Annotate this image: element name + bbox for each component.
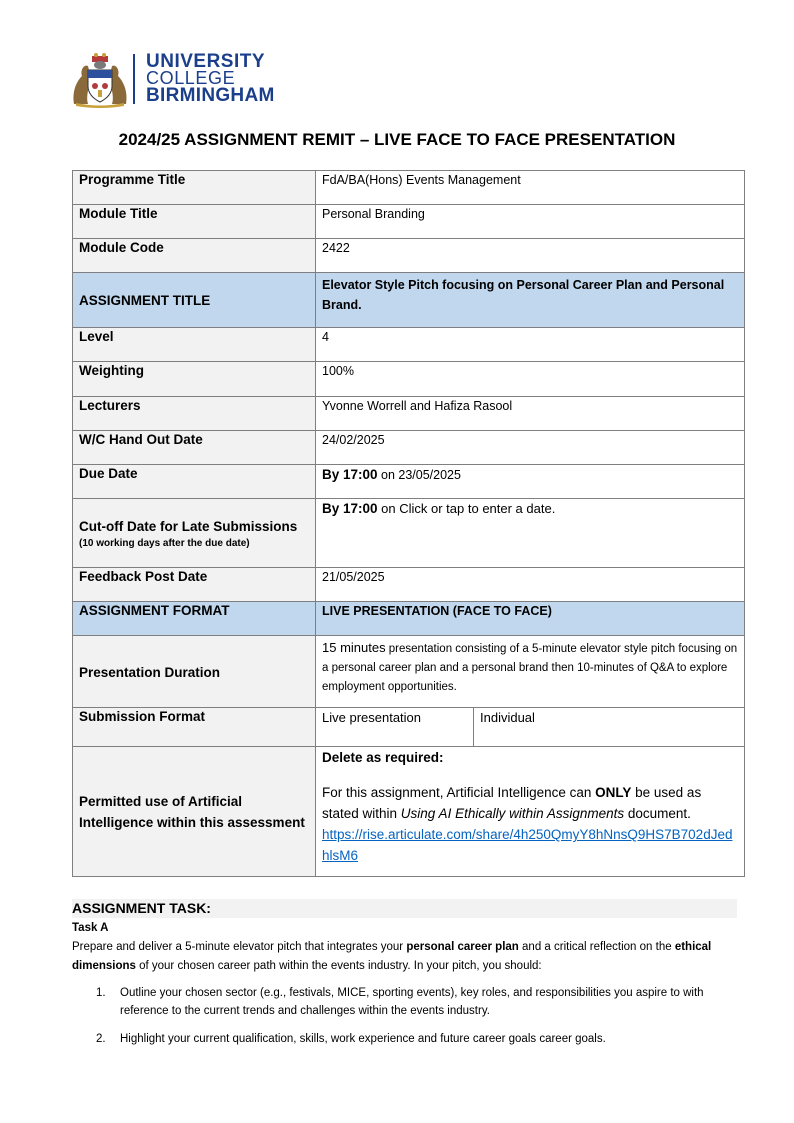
row-label: Programme Title bbox=[73, 171, 316, 205]
list-number: 1. bbox=[96, 987, 106, 999]
table-row bbox=[73, 708, 745, 747]
row-value: 4 bbox=[316, 328, 745, 362]
ai-value bbox=[316, 747, 745, 877]
row-value: Personal Branding bbox=[316, 205, 745, 239]
submission-value-1: Live presentation bbox=[316, 708, 474, 747]
ai-text-2: be used as stated within bbox=[322, 785, 702, 821]
task-intro-3: of your chosen career path within the events industry. In your pitch, you should: bbox=[135, 960, 542, 972]
task-intro-2: and a critical reflection on the bbox=[518, 941, 675, 953]
ai-guidance-link[interactable]: https://rise.articulate.com/share/4h250QmyY8hNnsQ9HS7B702dJedhlsM6 bbox=[322, 827, 733, 863]
row-label: ASSIGNMENT FORMAT bbox=[73, 602, 316, 636]
row-value: 24/02/2025 bbox=[316, 431, 745, 465]
table-row bbox=[73, 465, 745, 499]
ai-text bbox=[322, 782, 738, 824]
remit-table bbox=[72, 170, 745, 877]
row-label: Feedback Post Date bbox=[73, 568, 316, 602]
logo-line-university: UNIVERSITY bbox=[146, 51, 266, 72]
list-number: 2. bbox=[96, 1033, 106, 1045]
row-label: ASSIGNMENT TITLE bbox=[73, 273, 316, 328]
page-title: 2024/25 ASSIGNMENT REMIT – LIVE FACE TO FACE PRESENTATION bbox=[118, 130, 676, 149]
list-item bbox=[72, 1030, 732, 1048]
list-text: Highlight your current qualification, skills, work experience and future career goals career goals. bbox=[120, 1033, 606, 1045]
row-value: Yvonne Worrell and Hafiza Rasool bbox=[316, 397, 745, 431]
cutoff-time: By 17:00 bbox=[322, 501, 378, 516]
list-text: Outline your chosen sector (e.g., festivals, MICE, sporting events), key roles, and responsibilities you aspire to with reference to the current trends and challenges within the events industry. bbox=[120, 987, 704, 1017]
row-label: Submission Format bbox=[73, 708, 316, 747]
logo-line-college: COLLEGE bbox=[146, 68, 236, 88]
cutoff-label-note: (10 working days after the due date) bbox=[79, 537, 250, 549]
task-intro-bold-2: ethical dimensions bbox=[72, 941, 712, 972]
ai-only: ONLY bbox=[595, 785, 632, 800]
table-row bbox=[73, 273, 745, 328]
cutoff-date-placeholder[interactable]: on Click or tap to enter a date. bbox=[377, 501, 556, 516]
task-list bbox=[72, 984, 732, 1058]
row-label: Level bbox=[73, 328, 316, 362]
row-label: Lecturers bbox=[73, 397, 316, 431]
duration-text: presentation consisting of a 5-minute elevator style pitch focusing on a personal career plan and a personal brand then 10-minutes of Q&A to explore employment opportunities. bbox=[322, 643, 738, 693]
row-label: Module Code bbox=[73, 239, 316, 273]
list-item bbox=[72, 984, 732, 1020]
table-row bbox=[73, 602, 745, 636]
row-value: 2422 bbox=[316, 239, 745, 273]
task-a-label: Task A bbox=[72, 922, 109, 934]
logo-line-birmingham: BIRMINGHAM bbox=[146, 85, 275, 106]
due-date-text: on 23/05/2025 bbox=[377, 468, 461, 482]
ai-text-1: For this assignment, Artificial Intelligence can bbox=[322, 785, 596, 800]
ai-heading: Delete as required: bbox=[322, 750, 444, 765]
row-label: Presentation Duration bbox=[73, 636, 316, 708]
task-intro-1: Prepare and deliver a 5-minute elevator pitch that integrates your bbox=[72, 941, 407, 953]
task-intro bbox=[72, 938, 732, 976]
task-heading: ASSIGNMENT TASK: bbox=[72, 899, 737, 918]
ai-label: Permitted use of Artificial Intelligence within this assessment bbox=[73, 747, 316, 877]
row-label: Due Date bbox=[73, 465, 316, 499]
table-row bbox=[73, 431, 745, 465]
table-row bbox=[73, 239, 745, 273]
row-value: 21/05/2025 bbox=[316, 568, 745, 602]
logo-divider bbox=[133, 54, 135, 104]
submission-value-2: Individual bbox=[474, 708, 745, 747]
cutoff-label-main: Cut-off Date for Late Submissions bbox=[79, 518, 298, 534]
row-value: 100% bbox=[316, 362, 745, 397]
duration-value bbox=[316, 636, 745, 708]
ai-text-3: document. bbox=[624, 806, 691, 821]
table-row bbox=[73, 636, 745, 708]
assignment-title-value: Elevator Style Pitch focusing on Personal Career Plan and Personal Brand. bbox=[316, 273, 745, 328]
table-row bbox=[73, 205, 745, 239]
row-value: FdA/BA(Hons) Events Management bbox=[316, 171, 745, 205]
cutoff-label bbox=[73, 499, 316, 568]
duration-lead: 15 minutes bbox=[322, 640, 386, 655]
table-row bbox=[73, 171, 745, 205]
table-row bbox=[73, 397, 745, 431]
row-label: W/C Hand Out Date bbox=[73, 431, 316, 465]
table-row bbox=[73, 328, 745, 362]
table-row bbox=[73, 747, 745, 877]
due-date-value bbox=[316, 465, 745, 499]
row-label: Module Title bbox=[73, 205, 316, 239]
format-value: LIVE PRESENTATION (FACE TO FACE) bbox=[316, 602, 745, 636]
logo-wordmark bbox=[146, 51, 275, 106]
table-row bbox=[73, 499, 745, 568]
cutoff-value[interactable] bbox=[316, 499, 745, 568]
task-intro-bold-1: personal career plan bbox=[406, 941, 519, 953]
ai-doc-name: Using AI Ethically within Assignments bbox=[400, 806, 625, 821]
table-row bbox=[73, 362, 745, 397]
due-time: By 17:00 bbox=[322, 467, 378, 482]
row-label: Weighting bbox=[73, 362, 316, 397]
table-row bbox=[73, 568, 745, 602]
